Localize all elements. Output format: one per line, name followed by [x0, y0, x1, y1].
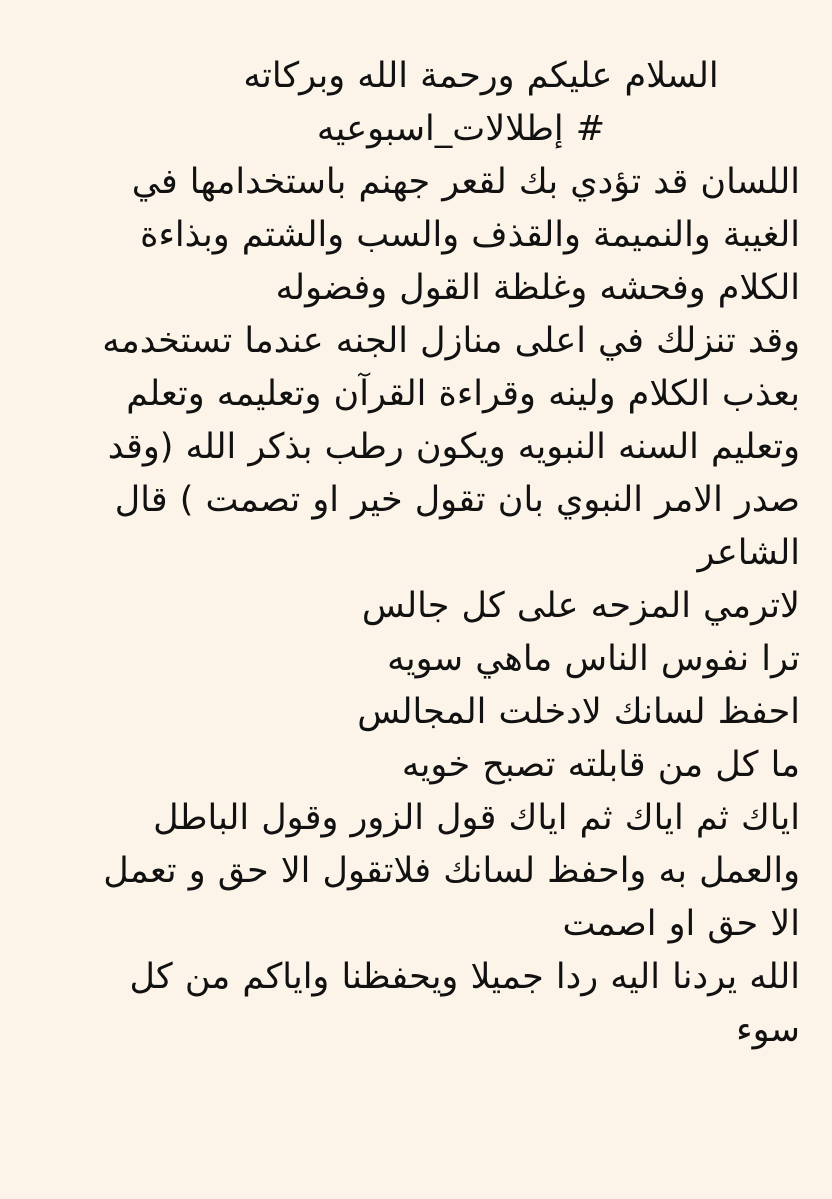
text-line-14: والعمل به واحفظ لسانك فلاتقول الا حق و تعمل	[103, 851, 800, 891]
text-line-2: الغيبة والنميمة والقذف والسب والشتم وبذاءة	[140, 215, 800, 255]
note-body	[32, 50, 800, 1057]
text-line-1: اللسان قد تؤدي بك لقعر جهنم باستخدامها في	[131, 162, 800, 202]
text-line-8: الشاعر	[697, 533, 800, 573]
text-line-4: وقد تنزلك في اعلى منازل الجنه عندما تستخدمه	[102, 321, 800, 361]
text-line-13: اياك ثم اياك ثم اياك قول الزور وقول الباطل	[153, 798, 800, 838]
poem-line-4: ما كل من قابلته تصبح خويه	[401, 745, 800, 785]
closing-line-1: الله يردنا اليه ردا جميلا ويحفظنا واياكم من كل	[129, 957, 800, 997]
hashtag-line: # إطلالات_اسبوعيه	[316, 109, 606, 149]
text-line-6: وتعليم السنه النبويه ويكون رطب بذكر الله (وقد	[107, 427, 800, 467]
text-line-7: صدر الامر النبوي بان تقول خير او تصمت ) قال	[114, 480, 800, 520]
poem-line-1: لاترمي المزحه على كل جالس	[361, 586, 800, 626]
greeting-line: السلام عليكم ورحمة الله وبركاته	[243, 56, 719, 96]
text-line-3: الكلام وفحشه وغلظة القول وفضوله	[275, 268, 800, 308]
text-line-15: الا حق او اصمت	[562, 904, 800, 944]
closing-line-2: سوء	[736, 1010, 800, 1050]
poem-line-3: احفظ لسانك لادخلت المجالس	[357, 692, 800, 732]
text-line-5: بعذب الكلام ولينه وقراءة القرآن وتعليمه وتعلم	[126, 374, 800, 414]
poem-line-2: ترا نفوس الناس ماهي سويه	[387, 639, 800, 679]
